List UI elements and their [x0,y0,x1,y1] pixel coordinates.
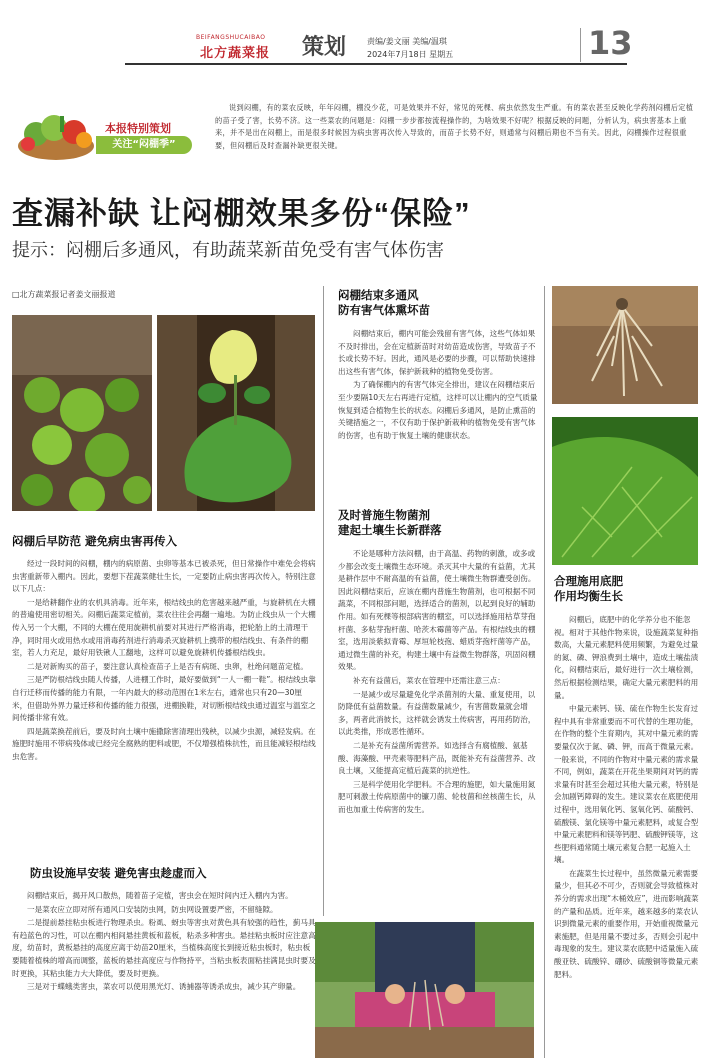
paper-name-en: BEIFANGSHUCAIBAO [196,34,266,41]
paragraph: 三是严防根结线虫随人传播，人进棚工作时，最好要做到“一人一棚一鞋”。根结线虫靠自行迁移而传播的能力有限，一年内最大的移动范围在1米左右，通常也只有20—30厘米，但借助外界力量迁移和传播的能力很强，进棚换鞋，对切断根结线虫通过温室与温室之间传播非常有效。 [12,675,316,723]
photo-leaf-closeup [552,417,698,565]
paragraph: 三是科学使用化学肥料。不合理的施肥，如大量施用氮肥可刺激土传病原菌中的镰刀菌、轮枝菌和丝核菌生长，从而也加重土传病害的发生。 [338,779,536,814]
paragraph: 四是蔬菜换茬前后，要及时向土壤中施撒除害清理出残秧，以减少虫源，减轻发病。在施肥时施用不带病残体或已经完全腐熟的肥料或肥，不仅增强植株抗性，而且能减轻根结线虫危害。 [12,726,316,761]
section-2-body [12,890,316,995]
section-2-title: 防虫设施早安装 避免害虫趁虚而入 [30,866,207,880]
paragraph: 中量元素钙、镁、硫在作物生长发育过程中具有非常重要而不可代替的生理功能，在作物的整个生育期内，其对中量元素的需要量仅次于氮、磷、钾，而高于微量元素。一般来说，不同的作物对中量元素的需求量不同，例如，蔬菜在开花坐果期间对钙的需求量有时甚至会超过其他大量元素，特别是会加剧钙障碍的发生。建议菜农在底肥使用过程中，选用氧化钙、氢氧化钙、硫酸钙、硫酸镁、氯化镁等中量元素肥料，或复合型中量元素肥料和镁等钙肥、硫酸钾镁等，这些肥料通常随土壤元素复合肥一起施入土壤。 [554,704,699,865]
headline: 查漏补缺 让闷棚效果多份“保险” [12,196,471,231]
paragraph: 二是对新购买的苗子，要注意认真检查苗子上是否有病斑、虫卵，杜绝问题苗定植。 [27,661,308,671]
section-title: 策划 [302,35,347,60]
section-4-body [338,548,538,817]
editors-credit: 责编/姜文丽 美编/温琪 [367,37,447,46]
masthead-rule [125,63,627,65]
subheadline: 提示：闷棚后多通风，有助蔬菜新苗免受有害气体伤害 [12,240,444,260]
paragraph: 不论是哪种方法闷棚，由于高温、药物的刺激，或多或少都会改变土壤微生态环境。杀灭其中大量的有益菌，尤其是耕作层中不耐高温的有益菌，使土壤微生物群遭受创伤。因此闷棚结束后，应该在棚内普施生物菌剂，也可根据不同蔬菜，不同根部问题，选择适合的菌剂，以起到良好的辅助作用。如有死棵等根部病害的棚室，可以选择施用枯草芽孢杆菌、多粘芽孢杆菌、哈茨木霉菌等产品。有根结线虫的棚室，选用淡紫拟青霉、厚垣轮枝孢、蜡质芽孢杆菌等产品，通过微生菌的补充，构建土壤中有益微生物群落，巩固闷棚效果。 [338,549,536,672]
feature-label: 本报特别策划 [105,122,171,135]
page-number: 13 [588,24,633,62]
paragraph: 三是对于蝶蛾类害虫，菜农可以使用黑光灯、诱捕器等诱杀成虫，减少其产卵量。 [27,982,301,992]
paragraph: 为了确保棚内的有害气体完全排出，建议在闷棚结束后至少要隔10天左右再进行定植，这样可以让棚内的空气质量恢复到适合植物生长的状态。闷棚后多通风，是防止熏苗的关键措施之一，不仅有助于保护新栽种的植物免受有害气体的伤害，也有助于恢复土壤的健康状态。 [338,380,538,440]
byline: □北方蔬菜报记者姜文丽报道 [12,290,116,299]
vegetable-basket-illustration [14,106,98,164]
paper-logo: 北方蔬菜报 [200,46,271,61]
masthead [0,0,708,72]
photo-damaged-leaf [157,315,315,511]
photo-person-holding-seedlings [315,922,534,1058]
section-3-body [338,328,538,443]
paragraph: 闷棚结束后，揭开风口散热，随着苗子定植，害虫会在短时间内迁入棚内为害。 [27,891,293,900]
section-3-title: 闷棚结束多通风 防有害气体熏坏苗 [338,288,430,317]
masthead-divider [580,28,581,62]
paragraph: 二是提前悬挂粘虫板进行物理杀虫。粉虱、蚜虫等害虫对黄色具有较强的趋性，蓟马具有趋蓝色的习性，可以在棚内相间悬挂黄板和蓝板，粘杀多种害虫。悬挂粘虫板时应注意高度，幼苗时，黄板悬挂的高度应离于幼苗20厘米，当植株高度长到接近粘虫板时，粘虫板要随着植株的增高而调整，蓝板的悬挂高度应与作物持平，当粘虫板表面粘挂满昆虫时要及时更换，其粘虫能力大大降低，要及时更换。 [12,918,316,978]
paragraph: 二是补充有益菌所需营养。如选择含有腐植酸、氨基酸、海藻酸、甲壳素等肥料产品，既能补充有益菌营养、改良土壤，又能提高定植后蔬菜的抗逆性。 [338,740,536,776]
paragraph: 在蔬菜生长过程中，虽然微量元素需要量少，但其必不可少，否则就会导致植株对养分的需求出现“木桶效应”，进而影响蔬菜的产量和品质。近年来，越来越多的菜农认识到微量元素的重要作用，开始重视微量元素施肥，但是用量不要过多，否则会引起中毒现象的发生。建议菜农底肥中适量施入硫酸亚铁、硫酸锌、硼砂、硫酸铜等微量元素肥料。 [554,868,699,979]
feature-tag: 关注“闷棚季” [96,136,192,154]
column-divider [323,286,324,916]
section-4-title: 及时普施生物菌剂 建起土壤生长新群落 [338,508,442,537]
section-1-body [12,558,316,765]
paragraph: 一是菜农应立即对所有通风口安装防虫网，防虫网设置要严密，不留缝隙。 [27,904,278,914]
section-1-title: 闷棚后早防范 避免病虫害再传入 [12,534,178,548]
paragraph: 闷棚结束后，棚内可能会残留有害气体，这些气体如果不及时排出，会在定植新苗时对幼苗造成伤害，导致苗子不长或长势不好。因此，通风是必要的步骤，可以帮助快速排出这些有害气体，保护新栽种的植物免受伤害。 [338,329,536,376]
section-5-body [554,614,700,982]
paragraph: 闷棚后，底肥中的化学养分也不能忽视。相对于其他作物来说，设施蔬菜复种指数高，大量元素肥料使用频繁，为避免过量的氮、磷、钾浪费到土壤中，造成土壤盐渍化，闷棚结束后，最好进行一次土壤检测，然后根据检测结果，确定大量元素肥料的用量。 [554,615,699,700]
section-5-title: 合理施用底肥 作用均衡生长 [554,574,623,603]
paragraph: 经过一段时间的闷棚，棚内的病原菌、虫卵等基本已被杀死，但日常操作中难免会将病虫害重新带入棚内。因此，要想下茬蔬菜健壮生长，一定要防止病虫害再次传入，特别注意以下几点： [12,559,316,594]
photo-roots [552,286,698,404]
paragraph: 一是减少或尽量避免化学杀菌剂的大量、重复使用，以防降低有益菌数量。有益菌数量减少，有害菌数量就会增多，两者此消彼长，这样就会诱发土传病害，再用药防治，以此类推，形成恶性循环。 [338,689,536,737]
paragraph: 补充有益菌后，菜农在管理中还需注意三点： [353,675,505,685]
issue-date: 2024年7月18日 星期五 [367,50,454,59]
photo-cucumber-seedlings [12,315,152,511]
paragraph: 一是给耕翻作业的农机具消毒。近年来，根结线虫的危害越来越严重，与旋耕机在大棚的普遍使用密切相关。闷棚后蔬菜定植前，菜农往往会再翻一遍地。为防止线虫从一个大棚传入另一个大棚，不同的大棚在使用旋耕机前要对其进行严格消毒，把轮胎上的土清理干净，同时用火或用热水或用消毒药剂进行消毒杀灭旋耕机上携带的根结线虫、有条件的棚室，若人力充足，最好用铁锹人工翻地，这样可以避免旋耕机传播根结线虫。 [12,597,316,658]
intro-paragraph: 说到闷棚，有的菜农反映，年年闷棚，棚没少花，可是效果并不好，常见的死棵、病虫依然发生严重。有的菜农甚至反映化学药剂闷棚后定植的苗子受了害，长势不济。这一些菜农的问题是：闷棚一步步都按流程操作的，为啥效果不好呢？根据反映的问题，分析认为，病虫害基本上重来，并不是出在闷棚上，而是很多时候因为病虫害再次传入导致的，而苗子长势不好，则通常与闷棚后期也不当有关。因此，闷棚操作过程很重要，但闷棚后及时查漏补缺更很关键。 [215,103,694,150]
column-divider [544,286,545,1058]
